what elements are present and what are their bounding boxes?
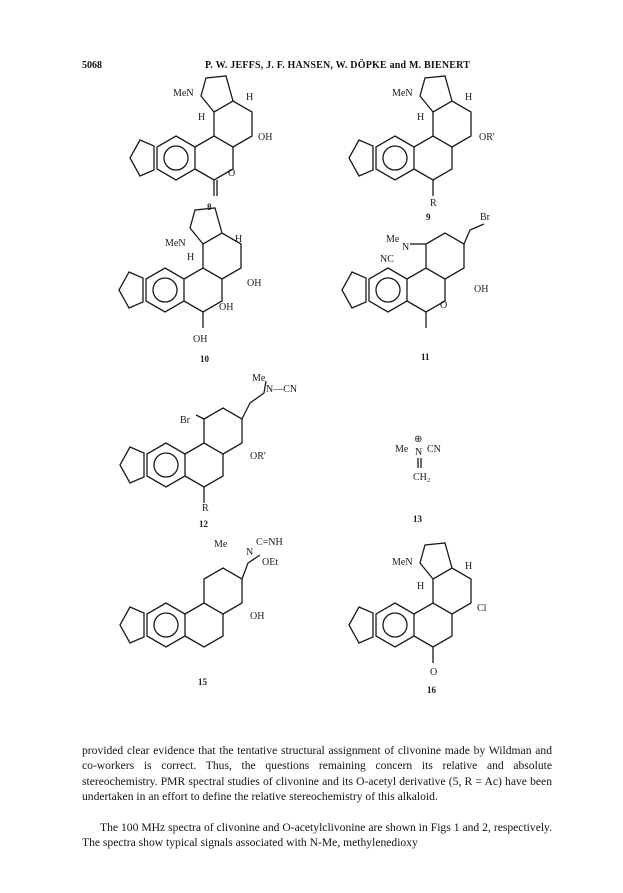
svg-text:H: H — [465, 561, 473, 572]
svg-text:Me: Me — [214, 539, 228, 550]
svg-text:OEt: OEt — [262, 557, 279, 568]
svg-text:OH: OH — [250, 611, 265, 622]
page-number: 5068 — [82, 60, 102, 71]
svg-text:CH₂: CH₂ — [413, 472, 431, 483]
structure-11 — [342, 212, 491, 362]
body-paragraph-1: provided clear evidence that the tentative structural assignment of clivonine made by Wildman and co-workers is correct. Thus, the questions remaining concern its relative and absolute stereochemistry. PMR spectral studies of clivonine and its O-acetyl derivative (5, R = Ac) have been undertaken in an effort to define the relative stereochemistry of this alkaloid. — [82, 744, 552, 804]
svg-text:10: 10 — [200, 354, 209, 364]
svg-text:NC: NC — [380, 254, 394, 265]
svg-text:H: H — [235, 234, 243, 245]
svg-text:N—CN: N—CN — [266, 384, 298, 395]
svg-text:H: H — [187, 252, 195, 263]
svg-text:15: 15 — [198, 677, 207, 687]
svg-text:11: 11 — [421, 352, 430, 362]
svg-text:N: N — [246, 547, 254, 558]
svg-text:OH: OH — [247, 278, 262, 289]
svg-text:O: O — [440, 300, 448, 311]
svg-text:O: O — [228, 168, 236, 179]
structure-13 — [395, 434, 441, 524]
structure-9 — [349, 76, 495, 222]
svg-text:R: R — [430, 198, 437, 209]
structure-10 — [119, 208, 261, 364]
svg-text:Me: Me — [395, 444, 409, 455]
svg-text:H: H — [198, 112, 206, 123]
svg-text:CN: CN — [427, 444, 441, 455]
svg-text:H: H — [417, 112, 425, 123]
structure-8 — [130, 76, 272, 212]
svg-text:OH: OH — [474, 284, 489, 295]
svg-text:Br: Br — [180, 415, 190, 426]
svg-text:9: 9 — [426, 212, 431, 222]
structure-16 — [349, 543, 487, 695]
svg-text:Me: Me — [252, 373, 266, 384]
svg-text:MeN: MeN — [392, 88, 413, 99]
body-paragraph-2: The 100 MHz spectra of clivonine and O-acetylclivonine are shown in Figs 1 and 2, respectively. The spectra show typical signals associated with N-Me, methylenedioxy — [82, 821, 552, 850]
svg-text:C=NH: C=NH — [256, 537, 283, 548]
svg-text:R: R — [202, 503, 209, 514]
svg-text:Me: Me — [386, 234, 400, 245]
svg-text:OH: OH — [258, 132, 273, 143]
svg-text:MeN: MeN — [173, 88, 194, 99]
svg-text:H: H — [465, 92, 473, 103]
svg-text:N: N — [415, 447, 423, 458]
svg-text:OH: OH — [193, 334, 208, 345]
svg-text:H: H — [417, 581, 425, 592]
svg-text:MeN: MeN — [392, 557, 413, 568]
running-head: P. W. JEFFS, J. F. HANSEN, W. DÖPKE and M. BIENERT — [205, 60, 471, 71]
structure-12 — [120, 373, 297, 529]
svg-text:8: 8 — [207, 202, 212, 212]
structure-15 — [120, 537, 283, 687]
svg-text:OR': OR' — [250, 451, 266, 462]
svg-text:16: 16 — [427, 685, 436, 695]
svg-text:OR': OR' — [479, 132, 495, 143]
svg-text:N: N — [402, 242, 410, 253]
svg-text:Cl: Cl — [477, 603, 487, 614]
svg-text:12: 12 — [199, 519, 208, 529]
svg-text:⊕: ⊕ — [414, 434, 423, 445]
svg-text:Br: Br — [480, 212, 490, 223]
svg-text:MeN: MeN — [165, 238, 186, 249]
svg-text:H: H — [246, 92, 254, 103]
svg-text:OH: OH — [219, 302, 234, 313]
svg-text:O: O — [430, 667, 438, 678]
svg-text:13: 13 — [413, 514, 422, 524]
